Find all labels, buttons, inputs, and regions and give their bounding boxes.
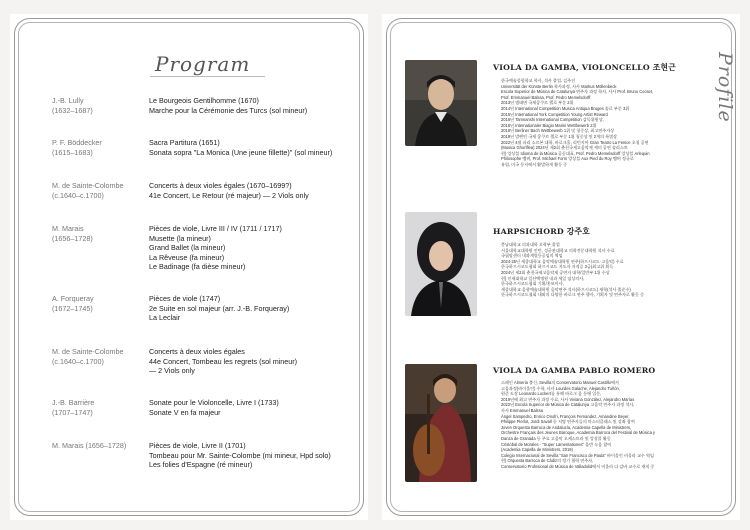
work-line: Sonate V en fa majeur: [149, 407, 221, 417]
works: [149, 441, 359, 470]
bio-item: • Ángel Sampedro, Enrico Onofri, François Fernandez, Amandine Beyer,: [501, 414, 721, 420]
works: [149, 294, 359, 323]
work-line: La Leclair: [149, 313, 181, 323]
bio-item: • 2019년에 최고 연주자 과정 수료, 사사 Viviana González, Alejandro Marías: [501, 397, 721, 403]
bio-item: • Philippe Pierlot, Jordi Savall 등 저명 연주자들의 마스터클래스 및 강좌 참여: [501, 419, 721, 425]
composer-name: A. Forqueray: [52, 294, 94, 303]
profile-page: [382, 14, 740, 520]
work-line: Concerts à deux violes égales (1670–1699?): [149, 181, 292, 190]
bio-item: • 현) 앙상블 Idioma de la Música 공동대표, Prof. Pedro Memelsdorff 앙상블 Arlequin: [501, 151, 721, 157]
composer-dates: (1615–1683): [52, 147, 93, 157]
bio-list: [493, 78, 721, 168]
artist-photo-cellist: [405, 60, 477, 146]
bio-item: • 세종대학교 음향예술대학원 음악연주 석사(하프시코드) 재학(석사 졸준수): [501, 287, 721, 293]
work-line: Sacra Partitura (1651): [149, 138, 220, 147]
work-line: Le Bourgeois Gentilhomme (1670): [149, 96, 259, 105]
bio-item: • Colegio Internacional de Sevilla "San Francisco de Paula" 바이올린 비올라 교수 역임: [501, 453, 721, 459]
bio-item: • 한국예술종합학교 학사, 석사 졸업, 김주진: [501, 78, 721, 84]
bio-item: • 충남대학교 의과대학 오락부 졸업: [501, 242, 721, 248]
composer-dates: (1656–1728): [52, 233, 93, 243]
bio-item: • Danza de Granada 등 주요 고음악 오케스트라 및 앙상블 활동: [501, 436, 721, 442]
work-line: Pièces de viole, Livre II (1701): [149, 441, 246, 450]
composer-name: M. Marais: [52, 224, 84, 233]
artist-bio: [493, 62, 721, 168]
work-line: Marche pour la Cérémonie des Turcs (sol mineur): [149, 105, 308, 115]
bio-item: • 사사 Emmanuel Balssa: [501, 408, 721, 414]
composer-name: M. de Sainte-Colombe: [52, 181, 124, 190]
composer-dates: (1672–1745): [52, 303, 93, 313]
works: [149, 398, 359, 417]
work-line: Pièces de viole (1747): [149, 294, 221, 303]
artist-heading: VIOLA DA GAMBA PABLO ROMERO: [493, 366, 656, 375]
work-line: La Rêveuse (fa mineur): [149, 252, 225, 262]
bio-item: • 고음과정(바이올린) 수학, 사사 Lourdes Galache, Alejandro Tuñón,: [501, 386, 721, 392]
composer-name: M. de Sainte-Colombe: [52, 347, 124, 356]
bio-item: • 2024-25년 세종대학교 음악예술대학원 연주(하프시코드·고음악) 수료: [501, 259, 721, 265]
work-line: Sonate pour le Violoncelle, Livre I (1733): [149, 398, 279, 407]
title-underline: [150, 76, 265, 77]
bio-item: • 2024년 제2회 춘천국제고음악제 공연자 대학/일반부 1위 수상: [501, 270, 721, 276]
bio-item: • 현) 인제대학교 일산백병원 내과 세일 임상의사,: [501, 276, 721, 282]
composer: [52, 347, 142, 366]
bio-item: • Orchestre Français des Jeunes Baroque, Academia Barroca del Festival de Música y: [501, 430, 721, 436]
program-title: Program: [155, 52, 251, 76]
bio-item: • 2013년 범태면 국제콩쿠르 첼로 부문 2위: [501, 100, 721, 106]
bio-item: • Philosophe 멤버, Prof. Michael Form 앙상블 Aux Pied du Roy 멤버 정규로: [501, 156, 721, 162]
artist-photo-gambist: [405, 364, 477, 482]
composer: [52, 138, 142, 157]
bio-item: • 한국하프시코드협회 하프시코드 지도자 자격증 3급(최고위 획득: [501, 264, 721, 270]
artist-photo-harpsichordist: [405, 212, 477, 316]
composer: [52, 96, 142, 115]
works: [149, 347, 359, 376]
work-line: Pièces de viole, Livre III / IV (1711 / 1717): [149, 224, 282, 233]
composer-dates: (1632–1687): [52, 105, 93, 115]
work-line: Grand Ballet (la mineur): [149, 243, 226, 253]
profile-title: Profile: [714, 52, 736, 123]
bio-item: • Universität der Künste Berlin 학사과정, 사사 Markus Möllenbeck: [501, 84, 721, 90]
work-line: Sonata sopra "La Monica (Une jeune fillette)" (sol mineur): [149, 147, 333, 157]
bio-item: • 2022년 4월 파리 소르본 대학, 바로크홀, 리턴지아 Gran Teatro La Fenice 초청 공연: [501, 140, 721, 146]
composer-name: P. F. Böddecker: [52, 138, 102, 147]
work-line: 2e Suite en sol majeur (arr. J.-B. Forqueray): [149, 303, 290, 313]
work-line: Concerts à deux violes égales: [149, 347, 245, 356]
bio-item: • 현) Orquesta Barroca de Cádiz의 정기 협력 연주자,: [501, 458, 721, 464]
works: [149, 96, 359, 115]
composer: [52, 441, 142, 451]
composer-dates: (1707–1747): [52, 407, 93, 417]
composer: [52, 294, 142, 313]
bio-item: • 한국하프시코드협회 기획/홍보이사,: [501, 281, 721, 287]
bio-item: • Conservatorio Profesional de Música de Valladolid에서 비올라 다 감바 교수로 재직 중: [501, 464, 721, 470]
bio-item: • 2018년 Berliner Bach Wettbewerb 1위 및 청중상, 최고연주자상: [501, 128, 721, 134]
bio-item: • 2016년 Tamnanshi International Competition 감독위원상,: [501, 117, 721, 123]
work-line: 41e Concert, Le Retour (ré majeur) — 2 Viols only: [149, 190, 309, 200]
work-line: Les folies d'Espagne (ré mineur): [149, 460, 253, 470]
works: [149, 181, 359, 200]
bio-item: • 2022년 Escola Superior de Música de Catalunya 고음악 연주자 과정 석사,: [501, 402, 721, 408]
bio-item: • Escola Superior de Música de Catalunya 연주자 과정 학사, 사사 Prof. Bruno Cocset,: [501, 89, 721, 95]
composer: [52, 224, 142, 243]
program-page: [10, 14, 368, 520]
composer-name: J.-B. Lully: [52, 96, 84, 105]
bio-item: • 원준 도장 Leonardo Luckert를 통해 바로크 음 등에 입문,: [501, 391, 721, 397]
bio-item: • 국립암센터 내과계열등공임의 역임: [501, 253, 721, 259]
bio-item: • 2014년 International Competition Musica Antiqua Bruges 솔로 부문 3위: [501, 106, 721, 112]
composer-name: M. Marais (1656–1728): [52, 441, 127, 450]
bio-item: • 스페인 Almeria 출신, Sevilla의 Conservatorio Manuel Castillo에서: [501, 380, 721, 386]
artist-bio: [493, 226, 721, 298]
works: [149, 138, 359, 157]
bio-item: • (Musica Ghoriflea) 2024년 제2회 춘천국제고음악제 세미 공연 솔리스트: [501, 145, 721, 151]
bio-item: • 유럽, 미국 등지에서 활발하게 활동 중: [501, 162, 721, 168]
works: [149, 224, 359, 272]
bio-item: • 2015년 International York Competition Young Artist Reward: [501, 112, 721, 118]
composer-dates: (c.1640–c.1700): [52, 356, 104, 366]
work-line: Le Badinage (fa dièse mineur): [149, 262, 246, 272]
composer: [52, 181, 142, 200]
bio-item: • 2016년 Internationaler Biagio Marini Wettbewerb 2위: [501, 123, 721, 129]
composer-name: J.-B. Barrière: [52, 398, 95, 407]
bio-item: • Prof. Emmanuel Balssa, Prof. Pedro Memelsdorff: [501, 95, 721, 101]
bio-item: • Joven Orquesta Barroca de Andalucía, Academia Capella de Ministrers,: [501, 425, 721, 431]
composer: [52, 398, 142, 417]
artist-heading: VIOLA DA GAMBA, VIOLONCELLO 조현근: [493, 63, 676, 72]
bio-item: • Cristóbal de Morales - "Super Lamentationes" 음반 녹음 참여: [501, 442, 721, 448]
bio-list: [493, 380, 721, 470]
bio-item: • 한국하프시코드협회 내외의 다양한 바로크 연주 행사, 기획자 및 연주자로 활동 중: [501, 292, 721, 298]
composer-dates: (c.1640–c.1700): [52, 190, 104, 200]
artist-bio: [493, 366, 721, 470]
work-line: — 2 Viols only: [149, 366, 195, 376]
bio-item: • 2019년 발렌틴 국제 콩쿠르 첼로 부문 1위 청중상 및 2개의 특별상: [501, 134, 721, 140]
bio-item: • 서울대학교대학원 인턴, 성균관대학교 의학전문대학원 석사 수료: [501, 248, 721, 254]
work-line: Musette (la mineur): [149, 233, 211, 243]
bio-item: • (Academia Capella de Ministrers, 2019): [501, 447, 721, 453]
bio-list: [493, 242, 721, 298]
work-line: Tombeau pour Mr. Sainte-Colombe (mi mineur, Hpd solo): [149, 450, 331, 460]
work-line: 44e Concert, Tombeau les regrets (sol mineur): [149, 356, 298, 366]
artist-heading: HARPSICHORD 강주호: [493, 227, 590, 236]
